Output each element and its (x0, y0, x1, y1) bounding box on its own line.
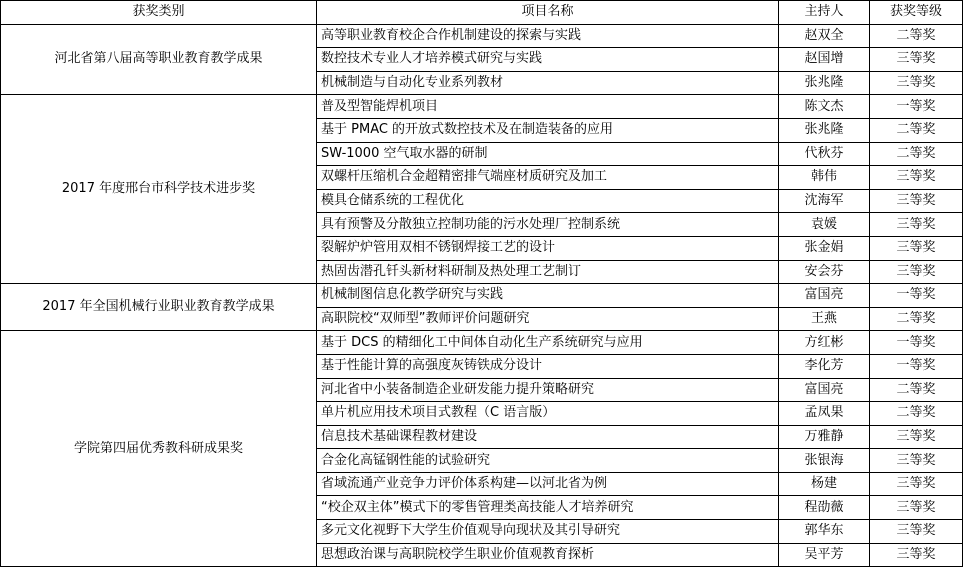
award-level-cell: 一等奖 (870, 95, 963, 119)
award-category-cell: 学院第四届优秀教科研成果奖 (1, 331, 317, 567)
host-cell: 张兆隆 (779, 71, 870, 95)
award-level-cell: 三等奖 (870, 236, 963, 260)
award-level-cell: 一等奖 (870, 331, 963, 355)
host-cell: 程劭薇 (779, 496, 870, 520)
host-cell: 李化芳 (779, 354, 870, 378)
project-name-cell: SW-1000 空气取水器的研制 (317, 142, 779, 166)
host-cell: 张银海 (779, 449, 870, 473)
host-cell: 王燕 (779, 307, 870, 331)
award-level-cell: 三等奖 (870, 260, 963, 284)
project-name-cell: 裂解炉炉管用双相不锈钢焊接工艺的设计 (317, 236, 779, 260)
award-level-cell: 三等奖 (870, 213, 963, 237)
table-row (1, 284, 963, 308)
host-cell: 吴平芳 (779, 543, 870, 567)
host-cell: 杨建 (779, 472, 870, 496)
award-level-cell: 三等奖 (870, 496, 963, 520)
host-cell: 万雅静 (779, 425, 870, 449)
award-level-cell: 三等奖 (870, 166, 963, 190)
project-name-cell: 河北省中小装备制造企业研发能力提升策略研究 (317, 378, 779, 402)
host-cell: 方红彬 (779, 331, 870, 355)
header-project: 项目名称 (317, 1, 779, 25)
project-name-cell: 具有预警及分散独立控制功能的污水处理厂控制系统 (317, 213, 779, 237)
project-name-cell: 单片机应用技术项目式教程（C 语言版） (317, 402, 779, 426)
award-level-cell: 一等奖 (870, 284, 963, 308)
host-cell: 代秋芬 (779, 142, 870, 166)
host-cell: 富国亮 (779, 284, 870, 308)
award-level-cell: 二等奖 (870, 142, 963, 166)
award-level-cell: 三等奖 (870, 189, 963, 213)
project-name-cell: 多元文化视野下大学生价值观导向现状及其引导研究 (317, 520, 779, 544)
project-name-cell: 机械制图信息化教学研究与实践 (317, 284, 779, 308)
host-cell: 安会芬 (779, 260, 870, 284)
project-name-cell: 双螺杆压缩机合金超精密排气端座材质研究及加工 (317, 166, 779, 190)
project-name-cell: 思想政治课与高职院校学生职业价值观教育探析 (317, 543, 779, 567)
table-row (1, 24, 963, 48)
project-name-cell: 高等职业教育校企合作机制建设的探索与实践 (317, 24, 779, 48)
award-level-cell: 三等奖 (870, 425, 963, 449)
project-name-cell: “校企双主体”模式下的零售管理类高技能人才培养研究 (317, 496, 779, 520)
project-name-cell: 信息技术基础课程教材建设 (317, 425, 779, 449)
table-body (1, 24, 963, 567)
host-cell: 张兆隆 (779, 118, 870, 142)
table-row (1, 331, 963, 355)
project-name-cell: 高职院校“双师型”教师评价问题研究 (317, 307, 779, 331)
header-level: 获奖等级 (870, 1, 963, 25)
award-level-cell: 二等奖 (870, 24, 963, 48)
host-cell: 富国亮 (779, 378, 870, 402)
host-cell: 张金娟 (779, 236, 870, 260)
award-category-cell: 河北省第八届高等职业教育教学成果 (1, 24, 317, 95)
table-header (1, 1, 963, 25)
award-level-cell: 二等奖 (870, 378, 963, 402)
project-name-cell: 模具仓储系统的工程优化 (317, 189, 779, 213)
header-row (1, 1, 963, 25)
host-cell: 陈文杰 (779, 95, 870, 119)
host-cell: 郭华东 (779, 520, 870, 544)
host-cell: 袁媛 (779, 213, 870, 237)
header-host: 主持人 (779, 1, 870, 25)
table-row (1, 95, 963, 119)
award-level-cell: 三等奖 (870, 71, 963, 95)
award-level-cell: 二等奖 (870, 402, 963, 426)
project-name-cell: 热固齿潜孔钎头新材料研制及热处理工艺制订 (317, 260, 779, 284)
host-cell: 沈海军 (779, 189, 870, 213)
header-category: 获奖类别 (1, 1, 317, 25)
award-level-cell: 二等奖 (870, 307, 963, 331)
project-name-cell: 机械制造与自动化专业系列教材 (317, 71, 779, 95)
award-level-cell: 三等奖 (870, 520, 963, 544)
project-name-cell: 数控技术专业人才培养模式研究与实践 (317, 48, 779, 72)
award-level-cell: 三等奖 (870, 543, 963, 567)
host-cell: 韩伟 (779, 166, 870, 190)
project-name-cell: 基于 DCS 的精细化工中间体自动化生产系统研究与应用 (317, 331, 779, 355)
project-name-cell: 普及型智能焊机项目 (317, 95, 779, 119)
award-level-cell: 一等奖 (870, 354, 963, 378)
project-name-cell: 基于性能计算的高强度灰铸铁成分设计 (317, 354, 779, 378)
project-name-cell: 省域流通产业竞争力评价体系构建—以河北省为例 (317, 472, 779, 496)
award-level-cell: 二等奖 (870, 118, 963, 142)
award-category-cell: 2017 年全国机械行业职业教育教学成果 (1, 284, 317, 331)
project-name-cell: 合金化高锰钢性能的试验研究 (317, 449, 779, 473)
award-level-cell: 三等奖 (870, 472, 963, 496)
host-cell: 赵国增 (779, 48, 870, 72)
award-category-cell: 2017 年度邢台市科学技术进步奖 (1, 95, 317, 284)
project-name-cell: 基于 PMAC 的开放式数控技术及在制造装备的应用 (317, 118, 779, 142)
award-level-cell: 三等奖 (870, 48, 963, 72)
award-level-cell: 三等奖 (870, 449, 963, 473)
host-cell: 赵双全 (779, 24, 870, 48)
host-cell: 孟凤果 (779, 402, 870, 426)
